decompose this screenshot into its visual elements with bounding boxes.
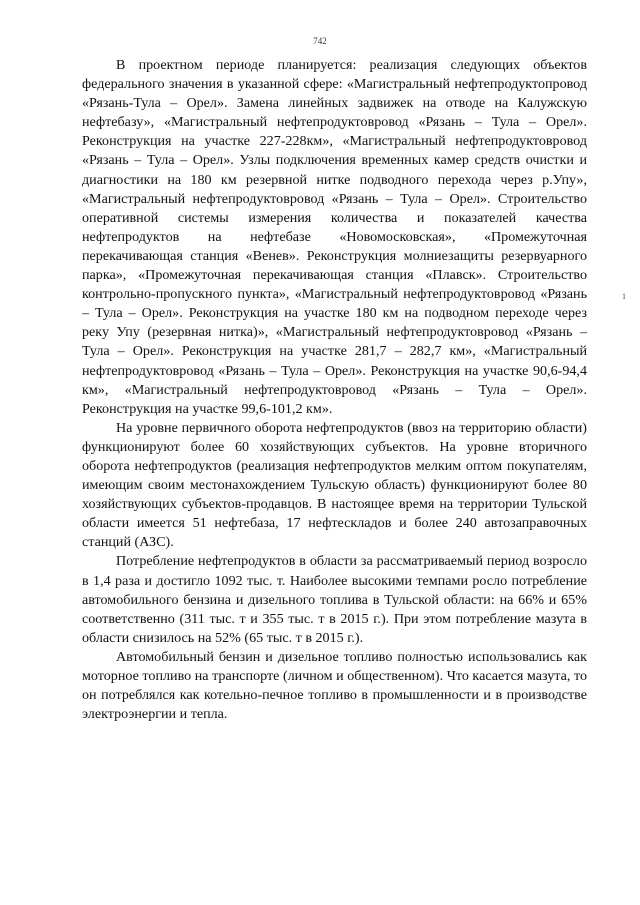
paragraph-consumption: Потребление нефтепродуктов в области за рассматриваемый период возросло в 1,4 раза и достигло 1092 тыс. т. Наиболее высокими темпами росло потребление автомобильного бензина и дизельного топлива в Тульской области: на 66% и 65% соответственно (311 тыс. т и 355 тыс. т в 2015 г.). При этом потребление мазута в области снизилось на 52% (65 тыс. т в 2015 г.). [82,553,587,646]
page-number: 742 [313,36,327,46]
paragraph-market-participants: На уровне первичного оборота нефтепродуктов (ввоз на территорию области) функционируют более 60 хозяйствующих субъектов. На уровне вторичного оборота нефтепродуктов (реализация нефтепродуктов мелким оптом покупателям, имеющим своим местонахождением Тульскую область) функционируют более 80 хозяйствующих субъектов-продавцов. В настоящее время на территории Тульской области имеется 51 нефтебаза, 17 нефтескладов и более 240 автозаправочных станций (АЗС). [82,419,587,551]
paragraph-fuel-usage: Автомобильный бензин и дизельное топливо полностью использовались как моторное топливо на транспорте (личном и общественном). Что касается мазута, то он потреблялся как котельно-печное топливо в промышленности и в производстве электроэнергии и тепла. [82,648,587,723]
margin-mark: 1 [622,292,626,301]
document-body [82,56,587,724]
paragraph-planned-projects: В проектном периоде планируется: реализация следующих объектов федерального значения в указанной сфере: «Магистральный нефтепродуктопровод «Рязань-Тула – Орел». Замена линейных задвижек на отводе на Калужскую нефтебазу», «Магистральный нефтепродуктовровод «Рязань – Тула – Орел». Реконструкция на участке 227-228км», «Магистральный нефтепродуктовровод «Рязань – Тула – Орел». Узлы подключения временных камер средств очистки и диагностики на 180 км резервной нитке подводного перехода через р.Упу», «Магистральный нефтепродуктовровод «Рязань – Тула – Орел». Строительство оперативной системы измерения количества и показателей качества нефтепродуктов на нефтебазе «Новомосковская», «Промежуточная перекачивающая станция «Венев». Реконструкция молниезащиты резервуарного парка», «Промежуточная перекачивающая станция «Плавск». Строительство контрольно-пропускного пункта», «Магистральный нефтепродуктовровод «Рязань – Тула – Орел». Реконструкция на участке 180 км на подводном переходе через реку Упу (резервная нитка)», «Магистральный нефтепродуктовровод «Рязань – Тула – Орел». Реконструкция на участке 281,7 – 282,7 км», «Магистральный нефтепродуктовровод «Рязань – Тула – Орел». Реконструкция на участке 90,6-94,4 км», «Магистральный нефтепродуктовровод «Рязань – Тула – Орел». Реконструкция на участке 99,6-101,2 км». [82,57,587,417]
